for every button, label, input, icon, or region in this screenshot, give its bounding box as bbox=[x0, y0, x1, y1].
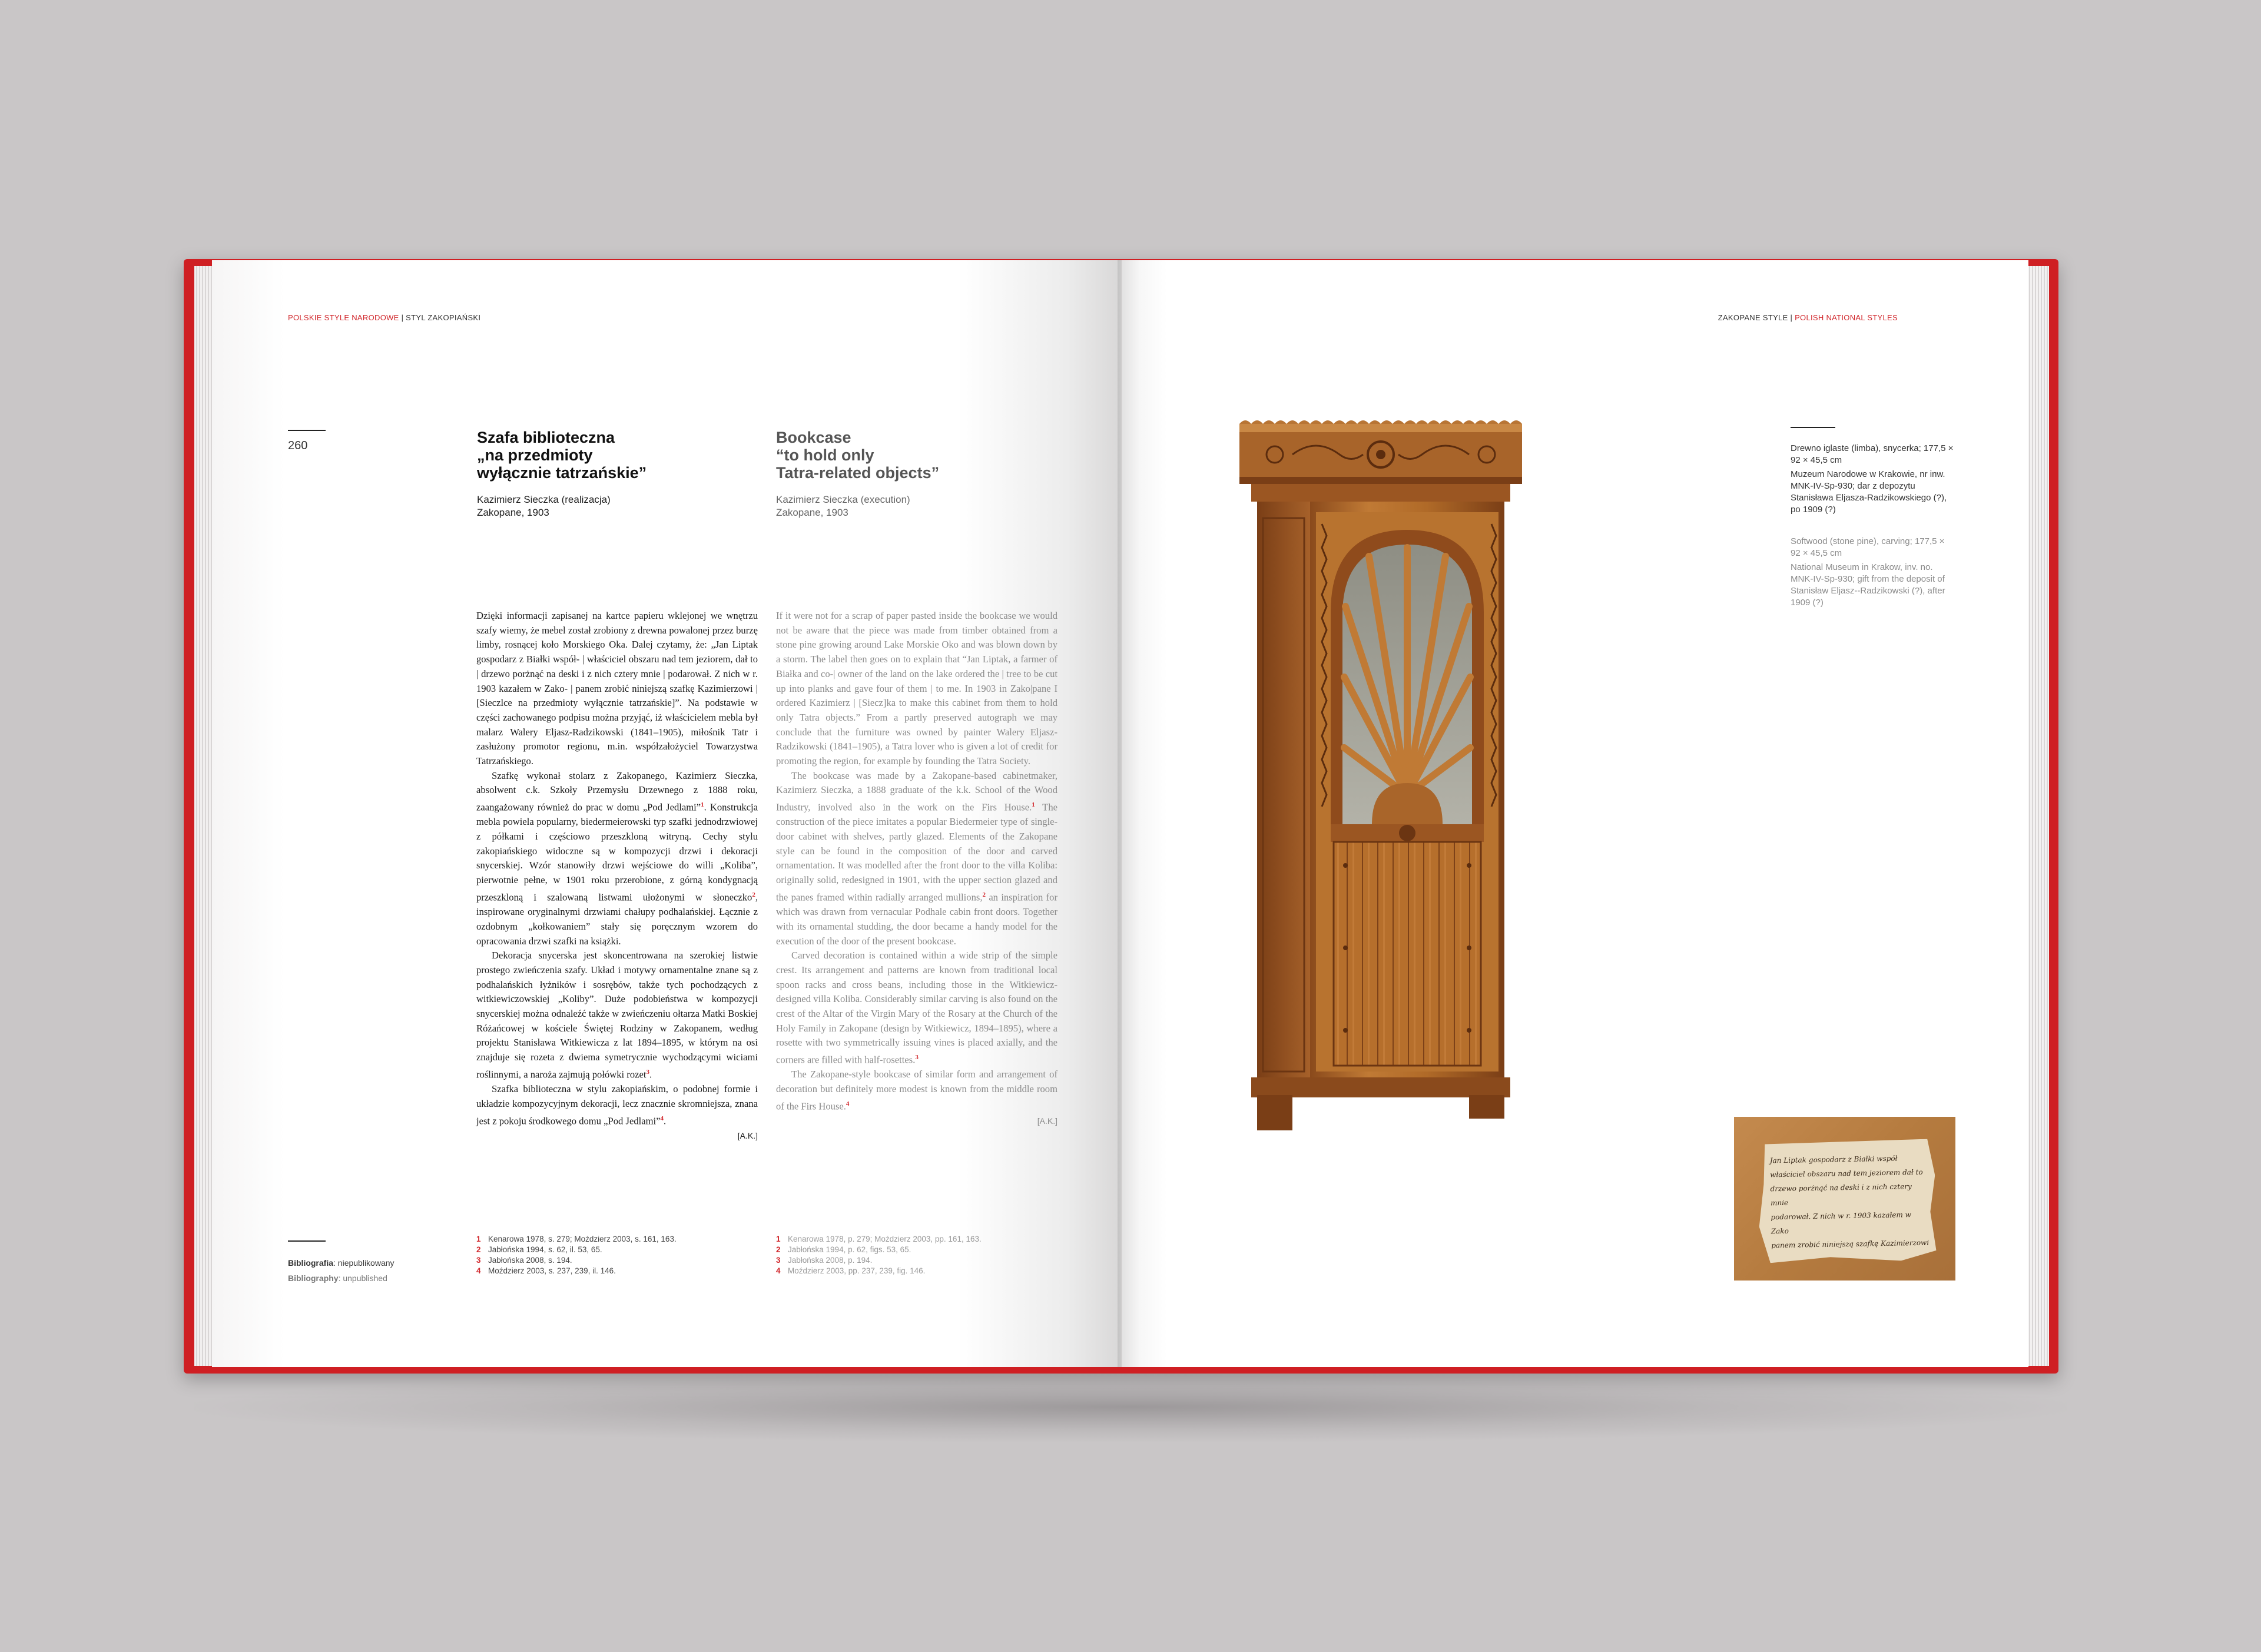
caption-line: Muzeum Narodowe w Krakowie, nr inw. MNK-IV-Sp-930; dar z depozytu Stanisława Eljasza-Radzikowskiego (?), po 1909 (?) bbox=[1791, 469, 1947, 515]
paragraph-text: , inspirowane oryginalnymi drzwiami chałupy podhalańskiej. Łącznie z ozdobnym „kołkowaniem” stały się poręcznym wzorem do opracowania drzwi szafki na książki. bbox=[476, 891, 758, 947]
carved-bookcase-photo[interactable] bbox=[1239, 418, 1522, 1136]
paragraph-text: . bbox=[649, 1069, 652, 1080]
running-head-left bbox=[288, 313, 480, 322]
paragraph-text: Szafka biblioteczna w stylu zakopiańskim, o podobnej formie i układzie kompozycyjnym dekoracji, lecz znacznie skromniejsza, znana jest z pokoju środkowego domu „Pod Jedlami” bbox=[476, 1083, 758, 1127]
maker-en-line: Zakopane, 1903 bbox=[776, 507, 848, 518]
footnote-number: 2 bbox=[776, 1245, 781, 1254]
footnote bbox=[476, 1255, 753, 1266]
body-text-english bbox=[776, 609, 1057, 1129]
footnote-text: Kenarowa 1978, s. 279; Moździerz 2003, s. 161, 163. bbox=[488, 1235, 677, 1243]
footnote-ref[interactable]: 1 bbox=[1032, 801, 1035, 809]
footnote-ref[interactable]: 2 bbox=[982, 891, 986, 898]
footnote-number: 3 bbox=[476, 1256, 481, 1265]
title-pl-line: „na przedmioty bbox=[477, 446, 593, 464]
footnote-text: Jabłońska 2008, p. 194. bbox=[788, 1256, 873, 1265]
paragraph-text: Dekoracja snycerska jest skoncentrowana na szerokiej listwie prostego zwieńczenia szafy. Układ i motywy ornamentalne znane są z podhalańskich łyżników i sosrębów, także tych pochodzących z witkiewiczowskiej „Koliby”. Duże podobieństwa w kompozycji snycerskiej można odnaleźć także w zwieńczeniu ołtarza Matki Boskiej Różańcowej w kościele Świętej Rodziny w Zakopanem, według projektu Stanisława Witkiewicza z lat 1894–1895, w którym na osi znajduje się rozeta z dwiema symetrycznie wychodzącymi wiciami roślinnymi, a naroża zajmują połówki rozet bbox=[476, 950, 758, 1080]
footnotes-polish bbox=[476, 1234, 753, 1276]
footnote-text: Jabłońska 1994, s. 62, il. 53, 65. bbox=[488, 1245, 602, 1254]
paragraph bbox=[776, 769, 1057, 949]
footnote-number: 1 bbox=[776, 1235, 781, 1243]
footnote-text: Jabłońska 1994, p. 62, figs. 53, 65. bbox=[788, 1245, 911, 1254]
footnote bbox=[776, 1255, 1053, 1266]
footnote bbox=[476, 1234, 753, 1245]
running-head-right bbox=[1718, 313, 1898, 322]
running-head-chapter: STYL ZAKOPIAŃSKI bbox=[406, 313, 481, 322]
right-page bbox=[1122, 260, 2028, 1367]
footnote-text: Jabłońska 2008, s. 194. bbox=[488, 1256, 572, 1265]
running-head-section: POLISH NATIONAL STYLES bbox=[1795, 313, 1898, 322]
body-text-polish bbox=[476, 609, 758, 1143]
footnote bbox=[776, 1234, 1053, 1245]
caption-rule bbox=[1791, 427, 1835, 428]
running-head-separator: | bbox=[399, 313, 406, 322]
paragraph-text: Dzięki informacji zapisanej na kartce papieru wklejonej we wnętrzu szafy wiemy, że mebel został zrobiony z drewna powalonej przez burzę limby, rosnącej koło Morskiego Oka. Dalej czytamy, że: „Jan Liptak gospodarz z Białki współ- | właściciel obszaru nad tem jeziorem, dał to | drzewo porżnąć na deski i z nich cztery mnie | podarował. Z nich w r. 1903 kazałem w Zako- | panem zrobić niniejszą szafkę Kazimierzowi | [Sieczlce na przedmioty wyłącznie tatrzańskie]”. Na podstawie w części zachowanego podpisu można przyjąć, iż właścicielem mebla był malarz Walery Eljasz-Radzikowski (1841–1905), miłośnik Tatr i zasłużony promotor regionu, m.in. współzałożyciel Towarzystwa Tatrzańskiego. bbox=[476, 610, 758, 767]
bibliography-rule bbox=[288, 1240, 326, 1242]
paragraph-text: Szafkę wykonał stolarz z Zakopanego, Kazimierz Sieczka, absolwent c.k. Szkoły Przemysłu Drzewnego z 1888 roku, zaangażowany również do prac w domu „Pod Jedlami” bbox=[476, 769, 758, 813]
footnote-ref[interactable]: 4 bbox=[846, 1100, 850, 1107]
handwriting-line: drzewo porżnąć na deski i z nich cztery mnie bbox=[1770, 1182, 1912, 1208]
handwriting-line: Jan Liptak gospodarz z Białki współ bbox=[1769, 1154, 1898, 1165]
footnote-number: 3 bbox=[776, 1256, 781, 1265]
footnote-number: 1 bbox=[476, 1235, 481, 1243]
paragraph bbox=[476, 1082, 758, 1129]
title-pl-line: wyłącznie tatrzańskie” bbox=[477, 464, 647, 482]
title-english bbox=[776, 429, 1023, 482]
title-en-line: Bookcase bbox=[776, 429, 851, 446]
paragraph-text: Carved decoration is contained within a wide strip of the simple crest. Its arrangement and patterns are known from traditional local spoon racks and cross beans, including those in the Witkiewicz-designed villa Koliba. Considerably similar carving is also found on the crest of the Altar of the Virgin Mary of the Rosary at the Church of the Holy Family in Zakopane (design by Witkiewicz, 1894–1895), where a rosette with two symmetrically issuing vines is placed axially, and the corners are filled with half-rosettes. bbox=[776, 950, 1057, 1066]
running-head-chapter: ZAKOPANE STYLE bbox=[1718, 313, 1788, 322]
maker-polish bbox=[477, 493, 724, 519]
paragraph bbox=[776, 1067, 1057, 1114]
footnote-number: 4 bbox=[776, 1266, 781, 1275]
handwriting-line: właściciel obszaru nad tem jeziorem dał to bbox=[1770, 1167, 1923, 1179]
bibliography bbox=[288, 1255, 441, 1286]
paragraph-text: an inspiration for which was drawn from vernacular Podhale cabin front doors. Together with its ornamental studding, the door became a handy model for the execution of the door of the present bookcase. bbox=[776, 891, 1057, 947]
running-head-section: POLSKIE STYLE NARODOWE bbox=[288, 313, 399, 322]
book-shadow bbox=[194, 1372, 2067, 1442]
maker-english bbox=[776, 493, 1023, 519]
author-signature: [A.K.] bbox=[1037, 1116, 1057, 1126]
footnote-number: 2 bbox=[476, 1245, 481, 1254]
caption-line: National Museum in Krakow, inv. no. MNK-IV-Sp-930; gift from the deposit of Stanisław Eljasz--Radzikowski (?), after 1909 (?) bbox=[1791, 562, 1945, 608]
caption-line: Softwood (stone pine), carving; 177,5 × 92 × 45,5 cm bbox=[1791, 536, 1945, 558]
caption-polish bbox=[1791, 443, 1955, 518]
handwriting-line: podarował. Z nich w r. 1903 kazałem w Zako bbox=[1771, 1210, 1912, 1236]
handwritten-label-photo[interactable] bbox=[1734, 1117, 1955, 1281]
page-number: 260 bbox=[288, 439, 308, 452]
footnotes-english bbox=[776, 1234, 1053, 1276]
paragraph-text: . Konstrukcja mebla powiela popularny, biedermeierowski typ szafki jednodrzwiowej z półkami i częściowo przeszkloną witryną. Cechy stylu zakopiańskiego widoczne są w kompozycji drzwi i dekoracji snycerskiej. Wzór stanowiły drzwi wejściowe do willi „Koliba”, pierwotnie pełne, w 1901 roku przerobione, z górną kondygnacją przeszkloną i szalowaną listwami ułożonymi w słoneczko bbox=[476, 801, 758, 903]
author-signature: [A.K.] bbox=[737, 1130, 758, 1140]
paragraph bbox=[476, 769, 758, 949]
paragraph bbox=[476, 609, 758, 769]
maker-en-line: Kazimierz Sieczka (execution) bbox=[776, 494, 910, 505]
footnote-ref[interactable]: 2 bbox=[752, 891, 755, 898]
left-page bbox=[212, 260, 1122, 1367]
bibliography-label: Bibliography bbox=[288, 1273, 339, 1283]
paragraph bbox=[776, 609, 1057, 769]
footnote-text: Moździerz 2003, s. 237, 239, il. 146. bbox=[488, 1266, 616, 1275]
paragraph-text: . bbox=[663, 1115, 667, 1127]
title-en-line: Tatra-related objects” bbox=[776, 464, 940, 482]
handwriting bbox=[1770, 1151, 1931, 1253]
paragraph-text: The construction of the piece imitates a popular Biedermeier type of single-door cabinet with shelves, partly glazed. Elements of the Zakopane style can be found in the composition of the door and carved ornamentation. It was modelled after the front door to the villa Koliba: originally solid, redesigned in 1901, with the upper section glazed and the panes framed within radially arranged mullions, bbox=[776, 801, 1057, 903]
title-pl-line: Szafa biblioteczna bbox=[477, 429, 615, 446]
footnote-text: Kenarowa 1978, p. 279; Moździerz 2003, pp. 161, 163. bbox=[788, 1235, 982, 1243]
footnote-number: 4 bbox=[476, 1266, 481, 1275]
paragraph bbox=[476, 948, 758, 1082]
maker-pl-line: Kazimierz Sieczka (realizacja) bbox=[477, 494, 611, 505]
paragraph-text: The Zakopane-style bookcase of similar form and arrangement of decoration but definitely more modest is known from the middle room of the Firs House. bbox=[776, 1069, 1057, 1112]
title-en-line: “to hold only bbox=[776, 446, 874, 464]
footnote-ref[interactable]: 3 bbox=[646, 1068, 649, 1076]
caption-line: Drewno iglaste (limba), snycerka; 177,5 × 92 × 45,5 cm bbox=[1791, 443, 1954, 465]
bibliography-en bbox=[288, 1270, 441, 1286]
paragraph-text: If it were not for a scrap of paper pasted inside the bookcase we would not be aware that the piece was made from timber obtained from a stone pine growing around Lake Morskie Oko and was blown down by a storm. The label then goes on to explain that “Jan Liptak, a farmer of Białka and co-| owner of the land on the lake ordered the | tree to be cut up into planks and gave four of them | to me. In 1903 in Zako|pane I ordered Kazimierz | [Siecz]ka to make this cabinet from them to hold only Tatra objects.” From a partly preserved autograph we may conclude that the furniture was owned by painter Walery Eljasz-Radzikowski (1841–1905), a Tatra lover who is given a lot of credit for promoting the region, for example by founding the Tatra Society. bbox=[776, 610, 1057, 767]
bibliography-pl bbox=[288, 1255, 441, 1270]
footnote-ref[interactable]: 1 bbox=[701, 801, 704, 809]
footnote bbox=[476, 1245, 753, 1255]
bibliography-label: Bibliografia bbox=[288, 1258, 334, 1268]
footnote-text: Moździerz 2003, pp. 237, 239, fig. 146. bbox=[788, 1266, 926, 1275]
bibliography-value: : niepublikowany bbox=[333, 1258, 394, 1268]
paragraph bbox=[776, 948, 1057, 1067]
title-polish bbox=[477, 429, 724, 482]
caption-english bbox=[1791, 536, 1955, 611]
page-number-rule bbox=[288, 430, 326, 431]
footnote bbox=[776, 1245, 1053, 1255]
footnote-ref[interactable]: 4 bbox=[660, 1114, 664, 1122]
maker-pl-line: Zakopane, 1903 bbox=[477, 507, 549, 518]
footnote bbox=[476, 1266, 753, 1276]
bibliography-value: : unpublished bbox=[338, 1273, 387, 1283]
footnote bbox=[776, 1266, 1053, 1276]
running-head-separator: | bbox=[1788, 313, 1795, 322]
footnote-ref[interactable]: 3 bbox=[915, 1054, 919, 1061]
handwriting-line: panem zrobić niniejszą szafkę Kazimierzowi bbox=[1771, 1238, 1930, 1250]
paragraph-text: The bookcase was made by a Zakopane-based cabinetmaker, Kazimierz Sieczka, a 1888 graduate of the k.k. School of the Wood Industry, involved also in the work on the Firs House. bbox=[776, 769, 1057, 813]
